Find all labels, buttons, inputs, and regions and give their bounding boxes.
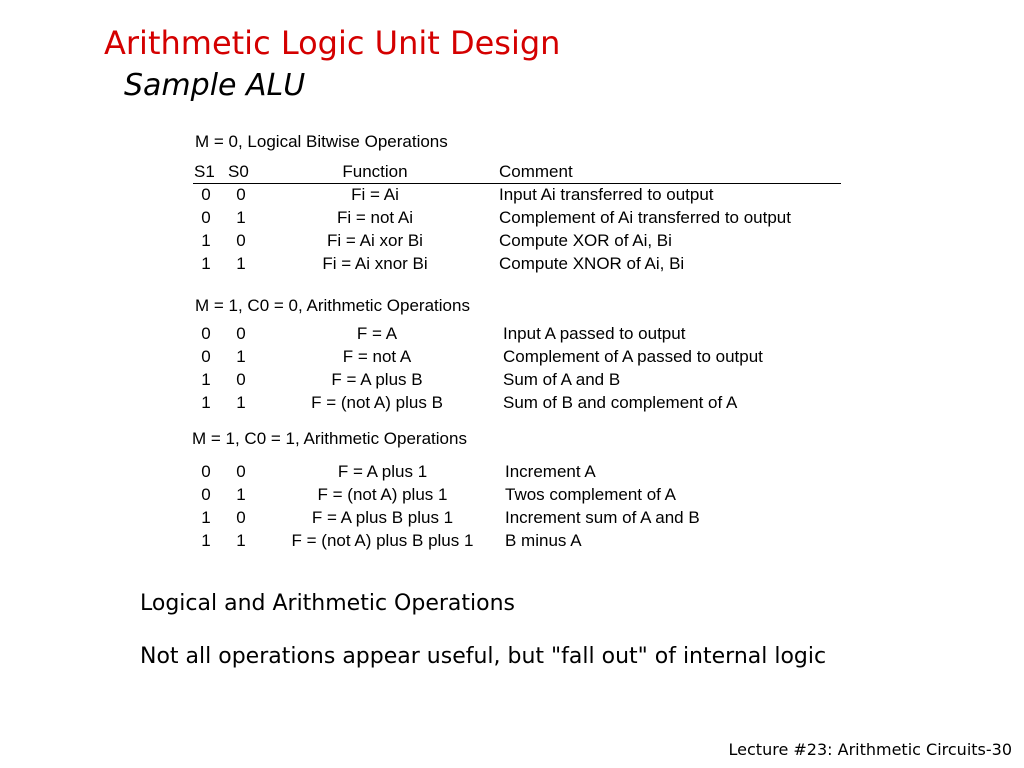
s1-cell: 1 [201, 254, 211, 273]
table-row [0, 531, 1024, 553]
s1-cell: 1 [201, 393, 211, 412]
s0-cell: 1 [236, 485, 246, 504]
comment-cell: Input A passed to output [503, 324, 686, 343]
table-row [0, 231, 1024, 253]
s1-cell: 0 [201, 485, 211, 504]
table-row [0, 508, 1024, 530]
comment-cell: Increment sum of A and B [505, 508, 700, 527]
comment-cell: Compute XNOR of Ai, Bi [499, 254, 685, 273]
s1-cell: 1 [201, 231, 211, 250]
s0-cell: 0 [236, 462, 246, 481]
function-cell: F = not A [342, 347, 412, 366]
s0-cell: 0 [236, 324, 246, 343]
arithmetic-c0-0-title: M = 1, C0 = 0, Arithmetic Operations [195, 296, 470, 315]
table-row [0, 347, 1024, 369]
slide-subtitle: Sample ALU [124, 68, 306, 103]
function-cell: F = (not A) plus B [311, 393, 443, 412]
s1-cell: 1 [201, 531, 211, 550]
function-cell: F = A plus 1 [337, 462, 428, 481]
function-cell: F = (not A) plus 1 [317, 485, 448, 504]
table-row [0, 485, 1024, 507]
header-comment: Comment [499, 162, 573, 181]
table-row [0, 393, 1024, 415]
s1-cell: 0 [201, 324, 211, 343]
table-header-row [0, 162, 1024, 184]
function-cell: F = (not A) plus B plus 1 [291, 531, 474, 550]
s0-cell: 0 [236, 370, 246, 389]
s1-cell: 1 [201, 370, 211, 389]
table-row [0, 370, 1024, 392]
s0-cell: 1 [236, 254, 246, 273]
function-cell: F = A plus B [331, 370, 423, 389]
function-cell: Fi = Ai xor Bi [327, 231, 423, 250]
s0-cell: 0 [236, 231, 246, 250]
header-s0: S0 [228, 162, 249, 181]
logical-table-title: M = 0, Logical Bitwise Operations [195, 132, 448, 151]
note-line-1: Logical and Arithmetic Operations [140, 591, 515, 616]
comment-cell: Compute XOR of Ai, Bi [499, 231, 672, 250]
table-row [0, 324, 1024, 346]
comment-cell: Sum of B and complement of A [503, 393, 738, 412]
comment-cell: B minus A [505, 531, 582, 550]
table-row [0, 185, 1024, 207]
function-cell: Fi = Ai [351, 185, 399, 204]
comment-cell: Twos complement of A [505, 485, 677, 504]
comment-cell: Increment A [505, 462, 596, 481]
arithmetic-c0-1-title: M = 1, C0 = 1, Arithmetic Operations [192, 429, 467, 448]
s1-cell: 0 [201, 185, 211, 204]
function-cell: F = A plus B plus 1 [311, 508, 454, 527]
slide-footer: Lecture #23: Arithmetic Circuits-30 [728, 740, 1012, 759]
s0-cell: 0 [236, 185, 246, 204]
function-cell: Fi = Ai xnor Bi [322, 254, 428, 273]
s0-cell: 1 [236, 208, 246, 227]
header-rule [193, 183, 841, 184]
comment-cell: Sum of A and B [503, 370, 621, 389]
comment-cell: Complement of Ai transferred to output [499, 208, 791, 227]
s1-cell: 0 [201, 462, 211, 481]
table-row [0, 462, 1024, 484]
s1-cell: 1 [201, 508, 211, 527]
s0-cell: 1 [236, 347, 246, 366]
s0-cell: 0 [236, 508, 246, 527]
note-line-2: Not all operations appear useful, but "fall out" of internal logic [140, 644, 827, 669]
s1-cell: 0 [201, 208, 211, 227]
comment-cell: Input Ai transferred to output [499, 185, 714, 204]
s0-cell: 1 [236, 393, 246, 412]
s0-cell: 1 [236, 531, 246, 550]
header-function: Function [342, 162, 408, 181]
function-cell: Fi = not Ai [336, 208, 414, 227]
s1-cell: 0 [201, 347, 211, 366]
slide-title: Arithmetic Logic Unit Design [104, 24, 561, 62]
table-row [0, 254, 1024, 276]
header-s1: S1 [194, 162, 215, 181]
table-row [0, 208, 1024, 230]
function-cell: F = A [356, 324, 398, 343]
comment-cell: Complement of A passed to output [503, 347, 763, 366]
